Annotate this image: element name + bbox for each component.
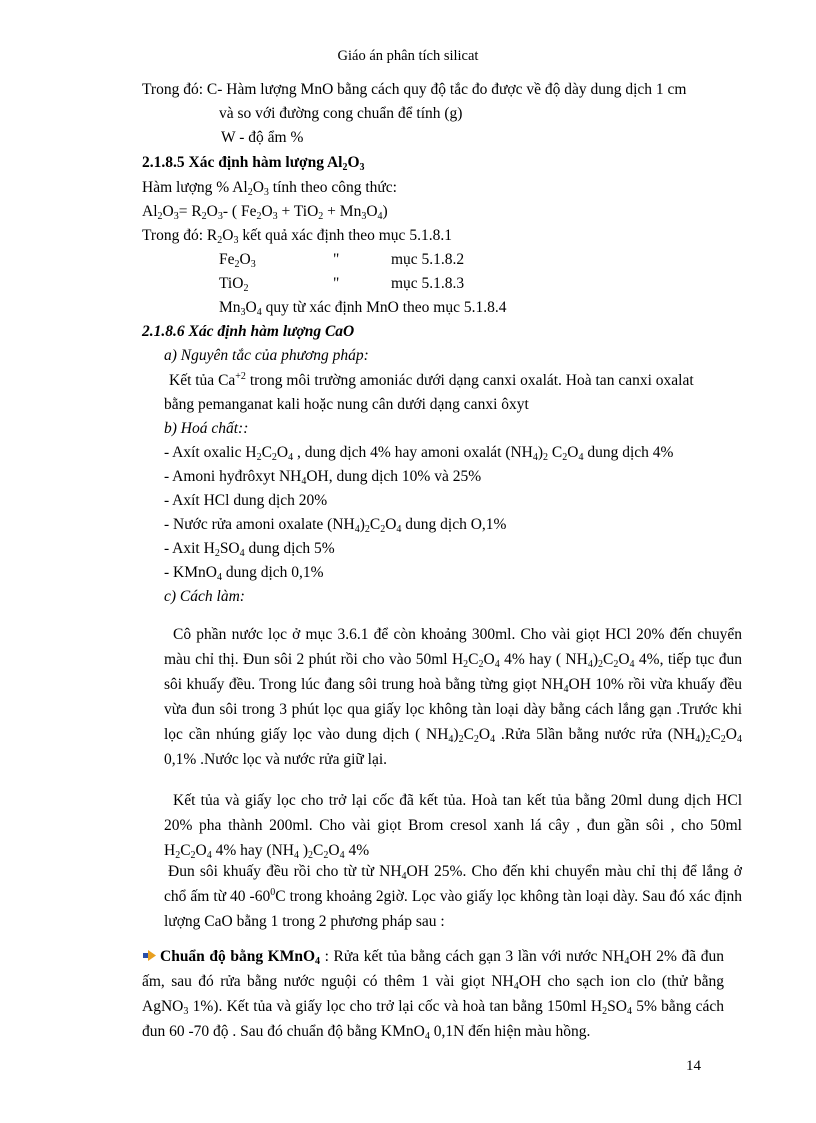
principle-line-1: Kết tủa $Ca^{+2}$ trong môi trường amoniác dưới dạng canxi oxalát. Hoà tan canxi oxalat (169, 371, 694, 389)
arrow-bullet-icon (142, 946, 157, 961)
text-line-1: Trong đó: C- Hàm lượng MnO bằng cách quy độ tắc đo được về độ dày dung dịch 1 cm (142, 81, 687, 98)
where-tio2: TiO$_2$ (219, 275, 249, 294)
where-fe2o3: $Fe_2O_3$ (219, 251, 256, 270)
kmno4-titration-paragraph: Chuẩn độ bằng KMnO$_4$ : Rửa kết tủa bằng cách gạn 3 lần với nước $NH_4OH$ 2% đã đun ấm, sau đó rửa bằng nước nguội có thêm 1 vài giọt $NH_4OH$ cho sạch ion clo (thử bằng AgNO$_3$ 1%). Kết tủa và giấy lọc cho trở lại cốc và hoà tan bằng 150ml $H_2SO_4$ 5% bằng cách đun 60 -70 độ . Sau đó chuẩn độ bằng KMnO$_4$ 0,1N đến hiện màu hồng. (142, 948, 725, 1042)
subheading-procedure: c) Cách làm: (164, 588, 245, 605)
subheading-chemicals: b) Hoá chất:: (164, 420, 249, 437)
ditto-mark: " (333, 251, 340, 268)
chemical-item: - Axít HCl dung dịch 20% (164, 492, 328, 509)
al-formula-intro: Hàm lượng % $Al_2O_3$ tính theo công thức: (142, 179, 397, 198)
ditto-mark: " (333, 275, 340, 292)
text-line-3: W - độ ẩm % (221, 129, 304, 146)
section-ref: mục 5.1.8.2 (391, 251, 465, 268)
section-ref: mục 5.1.8.3 (391, 275, 465, 292)
al-formula: $Al_2O_3= R_2O_3-$ ( $Fe_2O_3 + TiO_2 + Mn_3O_4$) (142, 203, 388, 222)
chemical-item: - Axit $H_2SO_4$ dung dịch 5% (164, 540, 335, 559)
page-header: Giáo án phân tích silicat (337, 48, 479, 64)
procedure-paragraph-3: Đun sôi khuấy đều rồi cho từ từ $NH_4OH$ 25%. Cho đến khi chuyển màu chỉ thị để lắng ở chổ ấm từ 40 $-60^0C$ trong khoảng 2giờ. Lọc vào giấy lọc không tàn loại dày. Sau đó xác định lượng CaO bằng 1 trong 2 phương pháp sau : (164, 863, 742, 930)
heading-cao: 2.1.8.6 Xác định hàm lượng CaO (142, 323, 355, 340)
chemical-item: - Amoni hyđrôxyt $NH_4OH$, dung dịch 10% và 25% (164, 468, 482, 487)
chemical-item: - KMnO$_4$ dung dịch 0,1% (164, 564, 324, 583)
chemical-item: - Nước rửa amoni oxalate $(NH_4)_2C_2O_4$ dung dịch O,1% (164, 516, 507, 535)
principle-line-2: bằng pemanganat kali hoặc nung cân dưới dạng canxi ôxyt (164, 396, 529, 413)
page-number: 14 (686, 1058, 701, 1074)
where-r2o3: Trong đó: $R_2O_3$ kết quả xác định theo mục 5.1.8.1 (142, 227, 452, 246)
heading-al2o3: 2.1.8.5 Xác định hàm lượng $Al_2O_3$ (142, 154, 365, 173)
subheading-principle: a) Nguyên tắc của phương pháp: (164, 347, 369, 364)
procedure-paragraph-2: Kết tủa và giấy lọc cho trở lại cốc đã kết tủa. Hoà tan kết tủa bằng 20ml dung dịch HCl 20% pha thành 200ml. Cho vài giọt Brom cresol xanh lá cây , đun gần sôi , cho 50ml $H_2C_2O_4$ 4% hay ($NH_4$ )$_2C_2O_4$ 4% (164, 792, 742, 861)
where-mn3o4: $Mn_3O_4$ quy từ xác định MnO theo mục 5.1.8.4 (219, 299, 507, 318)
procedure-paragraph-1: Cô phần nước lọc ở mục 3.6.1 để còn khoảng 300ml. Cho vài giọt HCl 20% đến chuyển màu chỉ thị. Đun sôi 2 phút rồi cho vào 50ml $H_2C_2O_4$ 4% hay ( $NH_4)_2C_2O_4$ 4%, tiếp tục đun sôi khuấy đều. Trong lúc đang sôi trung hoà bằng từng giọt $NH_4OH$ 10% rồi vừa khuấy đều vừa đun sôi trong 3 phút lọc qua giấy lọc không tàn loại dày bằng cách lắng gạn .Trước khi lọc cần nhúng giấy lọc vào dung dịch ( $NH_4)_2C_2O_4$ .Rửa 5lần bằng nước rửa $(NH_4)_2C_2O_4$ 0,1% .Nước lọc và nước rửa giữ lại. (164, 626, 743, 768)
text-line-2: và so với đường cong chuẩn để tính (g) (219, 105, 463, 122)
chemical-item: - Axít oxalic $H_2C_2O_4$ , dung dịch 4% hay amoni oxalát $(NH_4)_2$ $C_2O_4$ dung dịch 4% (164, 444, 674, 463)
